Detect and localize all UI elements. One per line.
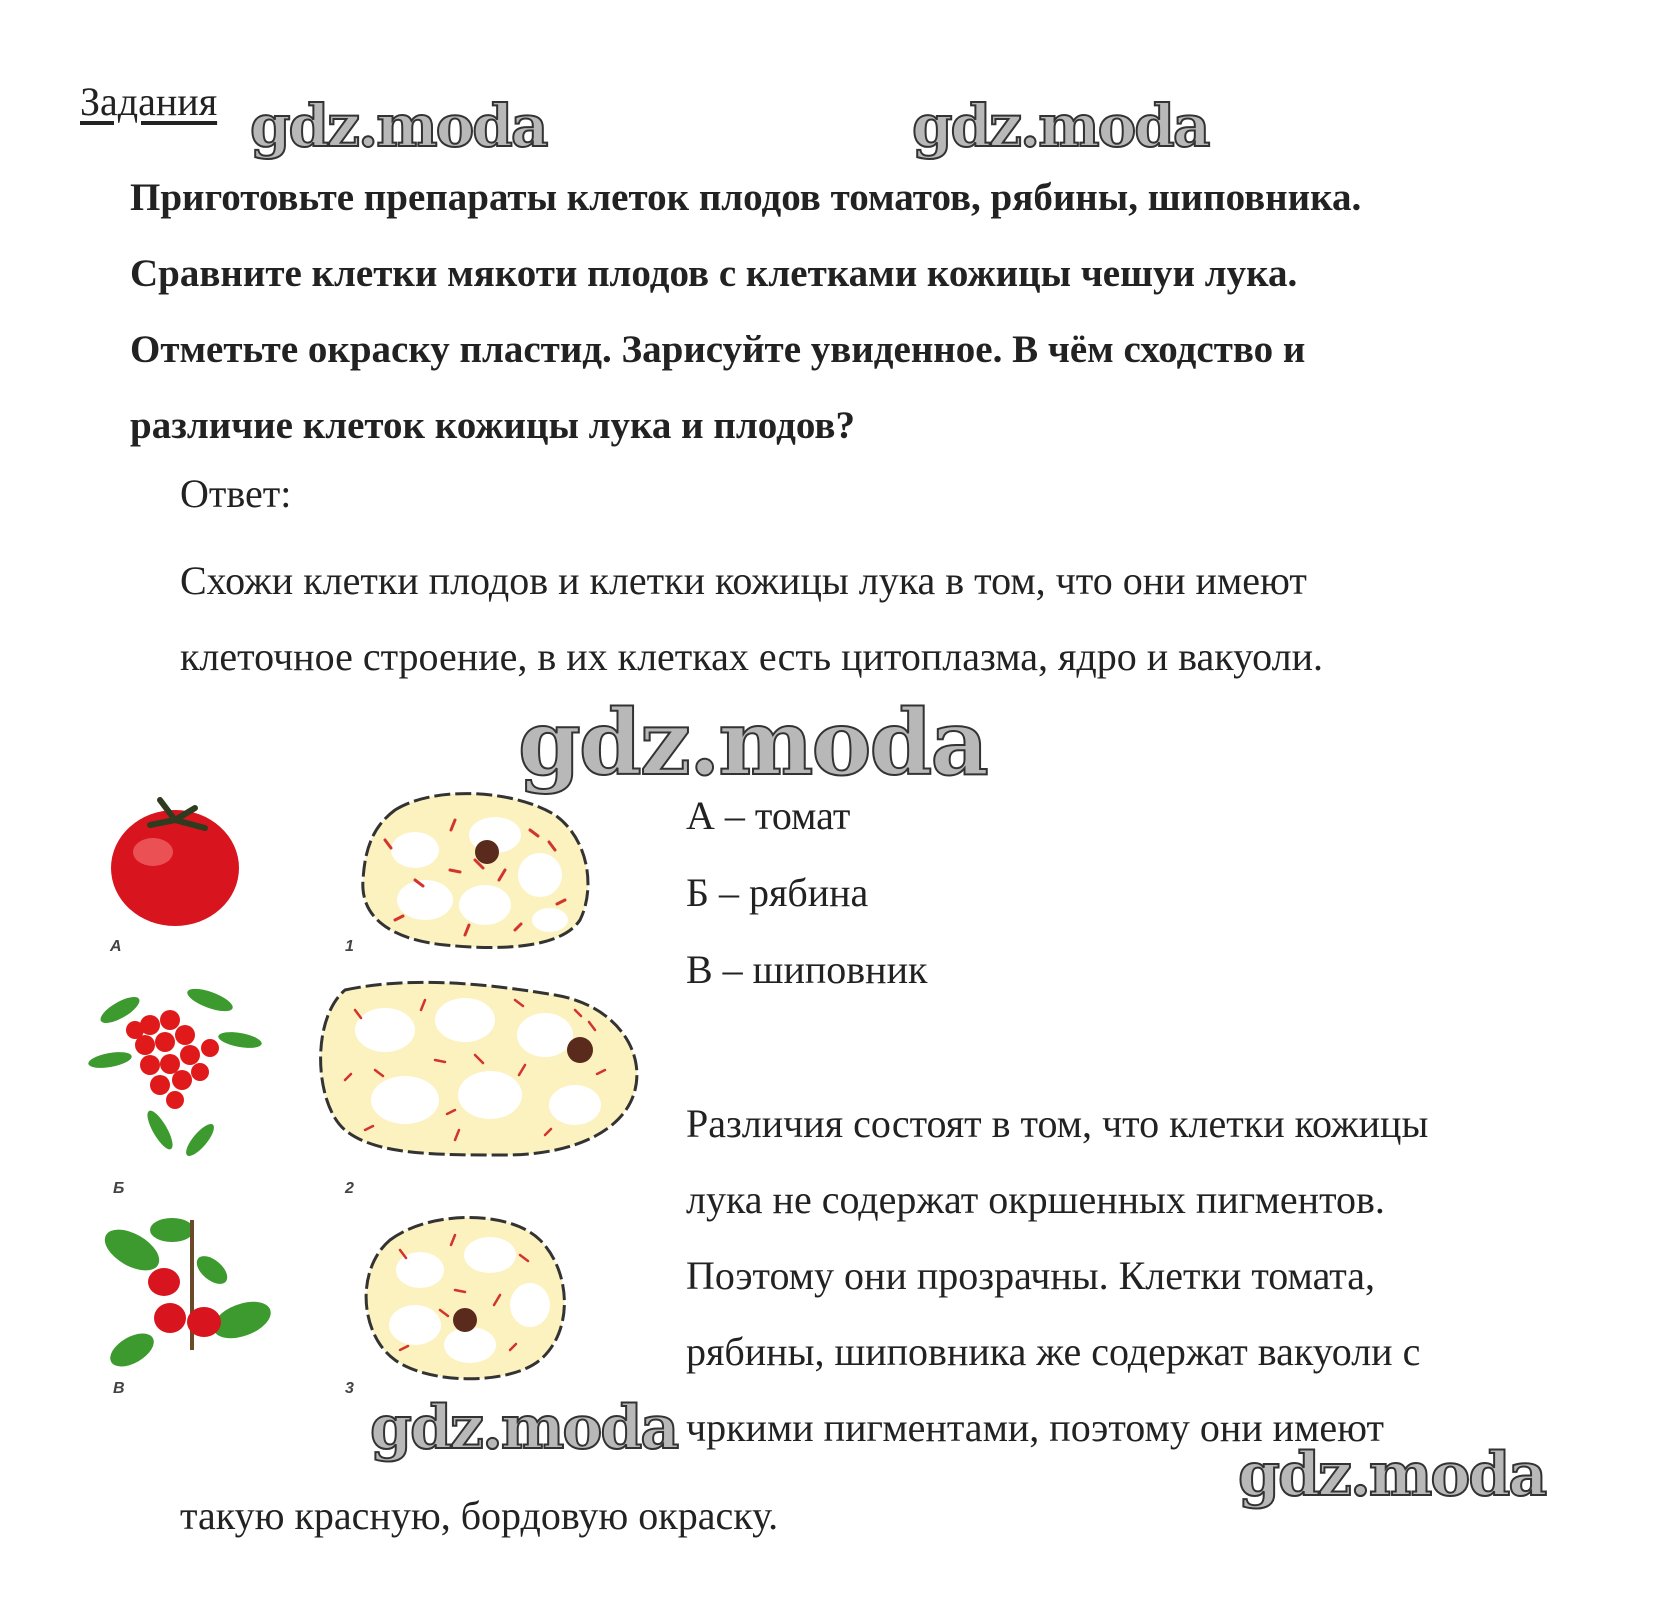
task-line: Приготовьте препараты клеток плодов томатов, рябины, шиповника. — [130, 176, 1362, 219]
similarity-paragraph — [180, 543, 1560, 695]
watermark: gdz.moda — [1238, 1440, 1546, 1510]
para-line: Поэтому они прозрачны. Клетки томата, — [686, 1253, 1376, 1298]
cell-rosehip — [360, 1210, 570, 1385]
figure-label-2: 2 — [345, 1180, 354, 1197]
figure-label-1: 1 — [345, 938, 354, 955]
difference-paragraph — [686, 1086, 1566, 1466]
para-line: лука не содержат окршенных пигментов. — [686, 1177, 1385, 1222]
task-line: Отметьте окраску пластид. Зарисуйте увиденное. В чём сходство и — [130, 328, 1306, 371]
legend-item: А – томат — [686, 793, 851, 838]
task-line: Сравните клетки мякоти плодов с клетками кожицы чешуи лука. — [130, 252, 1298, 295]
para-line: рябины, шиповника же содержат вакуоли с — [686, 1329, 1421, 1374]
section-heading: Задания — [80, 79, 218, 124]
para-line: Схожи клетки плодов и клетки кожицы лука в том, что они имеют — [180, 558, 1307, 603]
answer-label: Ответ: — [180, 471, 292, 516]
figure-legend — [686, 777, 927, 1008]
figure-label-v: В — [113, 1380, 125, 1397]
legend-item: В – шиповник — [686, 947, 928, 992]
rowan-image — [90, 980, 265, 1160]
rosehip-image — [92, 1210, 282, 1380]
watermark: gdz.moda — [250, 92, 547, 160]
para-line: Различия состоят в том, что клетки кожицы — [686, 1101, 1429, 1146]
cell-rowan — [315, 970, 645, 1160]
watermark: gdz.moda — [370, 1393, 678, 1463]
figure-label-b: Б — [113, 1180, 125, 1197]
task-line: различие клеток кожицы лука и плодов? — [130, 404, 855, 447]
watermark: gdz.moda — [912, 92, 1209, 160]
para-line: клеточное строение, в их клетках есть цитоплазма, ядро и вакуоли. — [180, 634, 1323, 679]
tomato-image — [105, 790, 245, 930]
figure-label-3: 3 — [345, 1380, 354, 1397]
figure-label-a: А — [110, 938, 122, 955]
difference-last-line: такую красную, бордовую окраску. — [180, 1493, 779, 1538]
cell-tomato — [355, 790, 595, 950]
task-text — [130, 160, 1590, 464]
para-line: чркими пигментами, поэтому они имеют — [686, 1405, 1384, 1450]
watermark: gdz.moda — [518, 690, 987, 796]
legend-item: Б – рябина — [686, 870, 869, 915]
